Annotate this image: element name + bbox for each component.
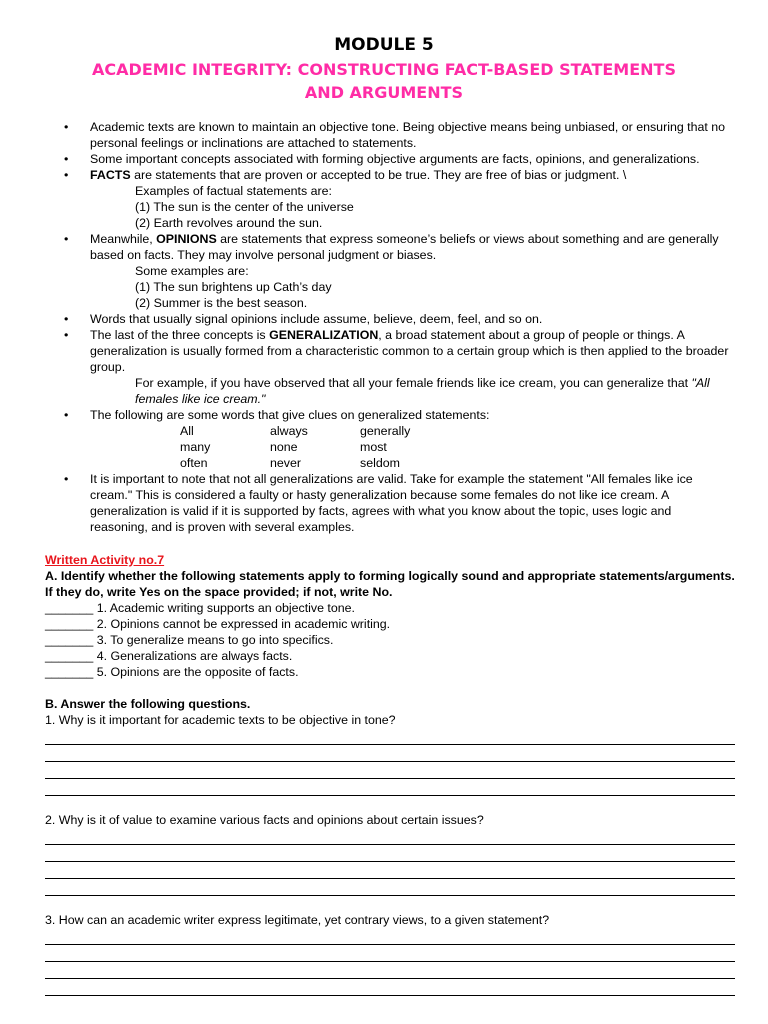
bullet-dot: • — [64, 120, 69, 134]
opinions-example-2: (2) Summer is the best season. — [135, 296, 308, 310]
part-a-instructions: A. Identify whether the following statements apply to forming logically sound and appropriate statements/arguments. If they do, write Yes on the space provided; if not, write No. — [45, 569, 735, 599]
answer-blank[interactable]: _______ — [45, 649, 94, 663]
spacer — [45, 680, 735, 696]
word-cell: most — [360, 440, 387, 454]
part-a-item — [45, 664, 735, 680]
bullet-valid-generalization — [0, 471, 768, 535]
answer-line[interactable] — [45, 862, 735, 879]
answer-line[interactable] — [45, 779, 735, 796]
answer-line[interactable] — [45, 879, 735, 896]
bullet-dot: • — [64, 152, 69, 166]
bullet-generalization-words — [0, 407, 768, 423]
bullet-opinions — [0, 231, 768, 263]
question-2: 2. Why is it of value to examine various facts and opinions about certain issues? — [45, 813, 484, 827]
part-a-item-text: 2. Opinions cannot be expressed in academic writing. — [96, 617, 391, 631]
word-cell: All — [180, 424, 194, 438]
word-cell: always — [270, 424, 308, 438]
part-b-instructions: B. Answer the following questions. — [45, 697, 251, 711]
part-a-item — [45, 648, 735, 664]
module-title-line-2: AND ARGUMENTS — [304, 83, 464, 102]
question-1: 1. Why is it important for academic texts to be objective in tone? — [45, 713, 396, 727]
answer-line[interactable] — [45, 828, 735, 845]
question-3: 3. How can an academic writer express legitimate, yet contrary views, to a given statement? — [45, 913, 550, 927]
answer-line[interactable] — [45, 962, 735, 979]
part-a-item — [45, 616, 735, 632]
bullet-text: Academic texts are known to maintain an objective tone. Being objective means being unbiased, or ensuring that no personal feelings or inclinations are attached to statements. — [90, 120, 726, 150]
bullet-text: , a broad statement about a group of people or things. A generalization is usually formed from a characteristic common to a certain group which is then applied to the broader group. — [90, 328, 729, 374]
answer-line[interactable] — [45, 762, 735, 779]
word-cell: none — [270, 440, 298, 454]
answer-line[interactable] — [45, 745, 735, 762]
bullet-text: The following are some words that give clues on generalized statements: — [90, 408, 490, 422]
bullet-dot: • — [64, 408, 69, 422]
answer-line[interactable] — [45, 728, 735, 745]
word-cell: never — [270, 456, 301, 470]
bullet-dot: • — [64, 328, 69, 342]
answer-blank[interactable]: _______ — [45, 601, 94, 615]
bullet-dot: • — [64, 472, 69, 486]
word-cell: seldom — [360, 456, 400, 470]
lesson-bullet-list — [0, 119, 768, 535]
generalization-word-table — [0, 423, 768, 471]
term-opinions: OPINIONS — [156, 232, 217, 246]
bullet-text: Some important concepts associated with forming objective arguments are facts, opinions, and generalizations. — [90, 152, 700, 166]
part-a-item-text: 3. To generalize means to go into specifics. — [96, 633, 334, 647]
example-text: For example, if you have observed that all your female friends like ice cream, you can generalize that — [135, 376, 692, 390]
bullet-facts — [0, 167, 768, 183]
bullet-text: are statements that are proven or accepted to be true. They are free of bias or judgment. \ — [130, 168, 627, 182]
term-facts: FACTS — [90, 168, 131, 182]
answer-line[interactable] — [45, 979, 735, 996]
example-quote: "All females like ice cream." — [135, 376, 710, 406]
word-cell: often — [180, 456, 208, 470]
facts-example-1: (1) The sun is the center of the universe — [135, 200, 354, 214]
part-a-item-text: 1. Academic writing supports an objective tone. — [96, 601, 355, 615]
bullet-dot: • — [64, 312, 69, 326]
facts-example-intro: Examples of factual statements are: — [135, 184, 332, 198]
answer-line[interactable] — [45, 945, 735, 962]
part-a-item-text: 4. Generalizations are always facts. — [96, 649, 293, 663]
part-a-item-text: 5. Opinions are the opposite of facts. — [96, 665, 299, 679]
answer-blank[interactable]: _______ — [45, 665, 94, 679]
bullet-text: The last of the three concepts is — [90, 328, 270, 342]
spacer — [45, 896, 735, 912]
bullet-generalization — [0, 327, 768, 375]
bullet-text: are statements that express someone’s beliefs or views about something and are generally based on facts. They may involve personal judgment or biases. — [90, 232, 719, 262]
answer-blank[interactable]: _______ — [45, 617, 94, 631]
bullet-concepts — [0, 151, 768, 167]
answer-line[interactable] — [45, 845, 735, 862]
activity-title: Written Activity no.7 — [45, 553, 165, 567]
part-a-item — [45, 600, 735, 616]
generalization-example — [0, 375, 768, 407]
written-activity — [45, 552, 735, 996]
bullet-text: It is important to note that not all generalizations are valid. Take for example the statement "All females like ice cream." This is considered a faulty or hasty generalization because some females do not like ice cream. A generalization is valid if it is supported by facts, agrees with what you know about the topic, uses logic and reasoning, and is proven with several examples. — [90, 472, 693, 534]
word-row — [0, 455, 768, 471]
module-title — [40, 58, 728, 104]
answer-blank[interactable]: _______ — [45, 633, 94, 647]
bullet-dot: • — [64, 168, 69, 182]
term-generalization: GENERALIZATION — [269, 328, 379, 342]
opinions-example-1: (1) The sun brightens up Cath’s day — [135, 280, 332, 294]
bullet-objective-tone — [0, 119, 768, 151]
answer-line[interactable] — [45, 928, 735, 945]
word-cell: generally — [360, 424, 411, 438]
module-title-line-1: ACADEMIC INTEGRITY: CONSTRUCTING FACT-BASED STATEMENTS — [92, 60, 676, 79]
facts-example-2: (2) Earth revolves around the sun. — [135, 216, 323, 230]
bullet-opinion-words — [0, 311, 768, 327]
bullet-dot: • — [64, 232, 69, 246]
module-heading: MODULE 5 — [334, 35, 434, 55]
spacer — [45, 796, 735, 812]
word-cell: many — [180, 440, 211, 454]
bullet-text: Words that usually signal opinions include assume, believe, deem, feel, and so on. — [90, 312, 543, 326]
word-row — [0, 439, 768, 455]
bullet-text: Meanwhile, — [90, 232, 157, 246]
part-a-item — [45, 632, 735, 648]
word-row — [0, 423, 768, 439]
opinions-example-intro: Some examples are: — [135, 264, 249, 278]
